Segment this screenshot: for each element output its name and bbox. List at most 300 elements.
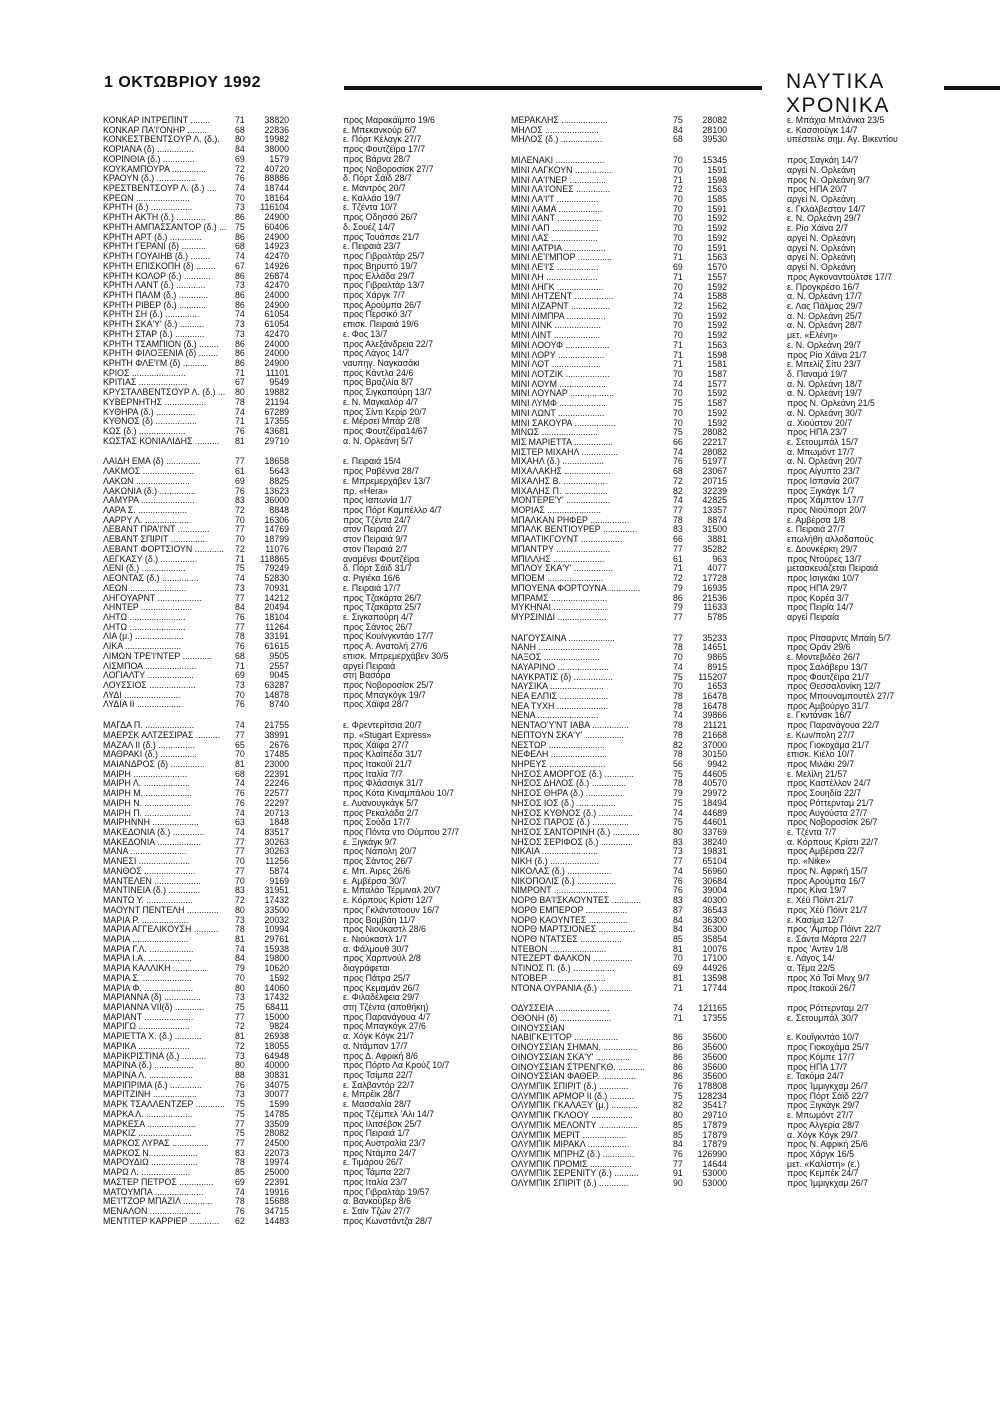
tonnage: 22391 [264, 768, 289, 779]
tonnage: 14060 [264, 982, 289, 993]
build-year: 75 [235, 1128, 245, 1139]
ship-name: ΜΑΙΡΗ Ν. ................... [103, 798, 191, 808]
tonnage: 1653 [707, 681, 727, 692]
build-year: 69 [673, 963, 683, 974]
status: αργεί Ν. Ορλεάνη [787, 243, 856, 253]
ship-name: ΜΑΡΚΟΣ ΛΥΡΑΣ ............... [103, 1139, 209, 1149]
status: ε. Φιλαδέλφεια 29/7 [343, 993, 420, 1003]
ship-row [103, 310, 481, 320]
ship-name: ΟΙΝΟΥΣΣΙΑΝ ΣΗΜΑΝ. .............. [511, 1043, 638, 1053]
build-year: 70 [673, 388, 683, 399]
build-year: 77 [235, 456, 245, 467]
build-year: 77 [235, 621, 245, 632]
ship-name: ΜΠΑΛΤΙΚΓΟΥΝΤ ................. [511, 535, 623, 545]
build-year: 82 [673, 739, 683, 750]
ship-name: ΝΟΡΘ ΜΑΡΤΣΙΟΝΕΣ ............... [511, 925, 636, 935]
tonnage: 128234 [697, 1090, 727, 1101]
build-year: 88 [235, 1070, 245, 1080]
status: προς Βραζιλία 8/7 [343, 378, 414, 388]
status: προς Παρανάγουα 22/7 [787, 721, 880, 731]
ship-name: ΜΠΑΛΚΑΝ ΡΗΦΕΡ ................ [511, 515, 630, 525]
tonnage: 1592 [707, 320, 727, 331]
tonnage: 1577 [707, 378, 727, 389]
tonnage: 39004 [702, 885, 727, 896]
tonnage: 1587 [707, 398, 727, 409]
ship-row [103, 506, 481, 516]
build-year: 70 [673, 652, 683, 663]
ship-name: ΛΑΚΩΝΙΑ (δ.) ............... [103, 486, 197, 496]
ship-name: ΜΙΝΙ ΛΑΓΚΟΥΝ ............... [511, 165, 612, 175]
ship-row [511, 1014, 891, 1024]
tonnage: 1592 [707, 213, 727, 224]
ship-row [511, 535, 891, 545]
build-year: 77 [235, 836, 245, 847]
status: ε. Ν. Ορλεάνη 29/7 [787, 214, 861, 224]
tonnage: 24000 [264, 289, 289, 300]
status: ε. Σιγκαπούρη 4/7 [343, 612, 414, 622]
tonnage: 9824 [269, 1021, 289, 1032]
build-year: 85 [673, 1119, 683, 1130]
ship-name: ΜΑΡΟΥΔΙΩ ................... [103, 1158, 198, 1168]
build-year: 77 [235, 1118, 245, 1129]
ship-row [103, 564, 481, 574]
status: προς Κουίνγκντάο 17/7 [343, 632, 434, 642]
ship-row [103, 1042, 481, 1052]
ship-name: ΜΙΝΙ ΛΩΝΤ ................... [511, 408, 605, 418]
tonnage: 4077 [707, 563, 727, 574]
ship-name: ΝΗΣΟΣ ΠΑΡΟΣ (δ.) ............... [511, 818, 629, 828]
ship-row [103, 945, 481, 955]
tonnage: 1585 [707, 194, 727, 205]
ship-name: ΜΑΡΙΑ Ι.Α. .................. [103, 954, 192, 964]
ship-row [511, 1092, 891, 1102]
ship-name: ΚΟΝΚΑΡ ΠΑ'Ι'ΟΝΗΡ ........ [103, 125, 207, 135]
tonnage: 14651 [702, 642, 727, 653]
ship-row [103, 691, 481, 701]
build-year: 74 [235, 827, 245, 838]
build-year: 83 [673, 524, 683, 535]
tonnage: 30150 [702, 749, 727, 760]
ship-row [103, 867, 481, 877]
ship-name: ΜΙΝΙ ΛΟΡΥ ................... [511, 350, 605, 360]
build-year: 78 [235, 1196, 245, 1207]
build-year: 90 [673, 1178, 683, 1189]
build-year: 70 [235, 192, 245, 203]
tonnage: 40720 [264, 163, 289, 174]
ship-name: ΛΗΤΩ ....................... [103, 622, 186, 632]
ship-name: ΜΥΡΣΙΝΙΔΙ .................... [511, 612, 607, 622]
build-year: 76 [235, 797, 245, 808]
ship-name: ΟΘΟΝΗ (δ) ..................... [511, 1013, 612, 1023]
status: προς Χαρπνούλ 2/8 [343, 954, 421, 964]
ship-row [103, 857, 481, 867]
ship-name: ΛΗΤΩ ....................... [103, 612, 186, 622]
ship-row [511, 555, 891, 565]
ship-row [103, 291, 481, 301]
build-year: 70 [673, 681, 683, 692]
ship-name: ΜΑΡΙΚΑ ..................... [103, 1041, 190, 1051]
ship-name: ΜΙΧΑΛΗΣ Β. .................. [511, 476, 608, 486]
status: προς Ρόττερνταμ 2/7 [787, 1004, 869, 1014]
ship-name: ΛΕΝΙ (δ.) .................. [103, 564, 186, 574]
ship-row [511, 331, 891, 341]
ship-row [103, 516, 481, 526]
ship-row [511, 321, 891, 331]
ship-name: ΚΟΝΚΕΣΤΒΕΝΤΣΟΥΡ Λ. (δ.). [103, 135, 220, 145]
tonnage: 30263 [264, 836, 289, 847]
build-year: 76 [673, 1081, 683, 1091]
status: α. Ν. Ορλεάνη 28/7 [787, 321, 863, 331]
issue-date: 1 ΟΚΤΩΒΡΙΟΥ 1992 [104, 74, 262, 91]
tonnage: 21668 [702, 729, 727, 740]
ship-name: ΜΠΑΛΚ ΒΕΝΤΙΟΥΡΕΡ .............. [511, 525, 638, 535]
ship-row [511, 1063, 891, 1073]
ship-row [511, 351, 891, 361]
ship-name: ΜΟΡΙΑΣ ...................... [511, 506, 602, 516]
build-year: 72 [235, 1040, 245, 1051]
build-year: 84 [673, 924, 683, 935]
ship-name: ΜΕΝΑΛΟΝ ..................... [103, 1207, 202, 1217]
build-year: 86 [673, 1051, 683, 1062]
ship-row [103, 1188, 481, 1198]
ship-row [103, 700, 481, 710]
ship-row [511, 828, 891, 838]
build-year: 86 [235, 357, 245, 368]
tonnage: 15345 [702, 155, 727, 166]
ship-name: ΜΙΝΙ ΛΗ ..................... [511, 272, 598, 282]
ship-row [511, 584, 891, 594]
ship-row [511, 574, 891, 584]
status: ε. Νιούκαστλ 1/7 [343, 934, 408, 944]
tonnage: 23000 [264, 759, 289, 769]
ship-row [511, 487, 891, 497]
ship-name: ΜΙΝΙ ΛΑΣ ................... [511, 233, 598, 243]
ship-row [103, 964, 481, 974]
tonnage: 53000 [702, 1168, 727, 1179]
tonnage: 1592 [707, 281, 727, 292]
ship-row [511, 370, 891, 380]
status: ε. Μαντρός 20/7 [343, 184, 406, 194]
tonnage: 35282 [702, 543, 727, 554]
status: προς Ραβέννα 28/7 [343, 467, 420, 477]
build-year: 82 [673, 485, 683, 496]
ship-row [103, 1022, 481, 1032]
build-year: 86 [235, 270, 245, 281]
tonnage: 38991 [264, 729, 289, 740]
build-year: 74 [235, 309, 245, 320]
build-year: 87 [673, 904, 683, 915]
tonnage: 18055 [264, 1040, 289, 1051]
build-year: 73 [235, 328, 245, 339]
build-year: 73 [235, 992, 245, 1003]
ship-row [103, 809, 481, 819]
build-year: 71 [673, 349, 683, 360]
ship-row [103, 301, 481, 311]
status: προς Γιβραλτάρ 13/7 [343, 281, 425, 291]
status: προς Γκλάντστοουν 16/7 [343, 905, 440, 915]
build-year: 81 [673, 972, 683, 983]
ship-row [511, 496, 891, 506]
ship-row [103, 1003, 481, 1013]
ship-name: ΟΛΥΜΠΙΚ ΣΠΙΡΙΤ (δ.) ............ [511, 1179, 629, 1189]
ship-row [511, 214, 891, 224]
status: ε. Αμβέρσα 30/7 [343, 876, 407, 886]
build-year: 68 [235, 650, 245, 661]
ship-row [103, 427, 481, 437]
build-year: 80 [235, 387, 245, 398]
tonnage: 5643 [269, 466, 289, 477]
tonnage: 60406 [264, 221, 289, 232]
ship-name: ΜΑΡΙΑΝΝΑ VII(δ) ............ [103, 1002, 205, 1012]
ship-row [511, 613, 891, 623]
status: ε. Μπρέϊκ 28/7 [343, 1090, 401, 1100]
tonnage: 2676 [269, 739, 289, 750]
tonnage: 20032 [264, 914, 289, 925]
ship-row [511, 399, 891, 409]
ship-row [511, 760, 891, 770]
ship-name: ΜΑΙΡΗΝΝΗ ................... [103, 818, 199, 828]
tonnage: 31951 [264, 885, 289, 896]
status: ε. Μπελίζ Σίτυ 23/7 [787, 360, 862, 370]
ship-row [103, 145, 481, 155]
ship-name: ΟΛΥΜΠΙΚ ΜΙΡΑΚΛ ................. [511, 1140, 630, 1150]
ship-name: ΝΤΟΝΑ ΟΥΡΑΝΙΑ (δ.) ............. [511, 983, 632, 993]
ship-row [511, 126, 891, 136]
build-year: 86 [673, 1042, 683, 1053]
ship-name: ΟΛΥΜΠΙΚ ΓΚΑΛΑΞΥ (μ.) ........... [511, 1101, 639, 1111]
build-year: 81 [673, 943, 683, 954]
status: προς Τζέμπελ 'Αλι 14/7 [343, 1109, 435, 1119]
ship-name: ΝΗΣΟΣ ΣΑΝΤΟΡΙΝΗ (δ.) ........... [511, 828, 640, 838]
ship-name: ΜΑΚΕΔΟΝΙΑ .................. [103, 837, 202, 847]
ship-row [511, 1043, 891, 1053]
ship-name: ΚΡΗΤΗ ΕΠΙΣΚΟΠΗ (δ) ........ [103, 261, 216, 271]
build-year: 76 [235, 173, 245, 184]
ship-name: ΝΟΡΘ ΚΑΟΥΝΤΕΣ ................ [511, 915, 628, 925]
status: ε. Ξιγκάγκ 9/7 [343, 837, 397, 847]
ship-row [103, 1129, 481, 1139]
ship-name: ΜΑΡΙΑ Ρ. ................... [103, 915, 189, 925]
status: ε. Ν. Ορλεάνη 29/7 [787, 340, 861, 350]
build-year: 66 [673, 437, 683, 447]
tonnage: 33769 [702, 827, 727, 838]
ship-row [103, 1110, 481, 1120]
status: α. Τέμα 22/5 [787, 964, 835, 974]
status: προς Ρίτσαρντς Μπαίη 5/7 [787, 633, 891, 643]
tonnage: 9505 [269, 650, 289, 661]
ship-name: ΛΥΔΙΑ ΙΙ ................... [103, 700, 184, 710]
tonnage: 11256 [265, 856, 289, 867]
ship-row [511, 253, 891, 263]
ship-row [103, 1139, 481, 1149]
tonnage: 14923 [264, 241, 289, 252]
build-year: 84 [235, 953, 245, 964]
ship-name: ΜΙΝΙ ΛΑ'Ι'Τ ................. [511, 195, 599, 205]
build-year: 86 [235, 299, 245, 310]
status: στη Τζέντα (αποθήκη) [343, 1002, 429, 1012]
ship-row [511, 721, 891, 731]
ship-row [103, 496, 481, 506]
ship-name: ΚΩΣ (δ.) ................... [103, 427, 186, 436]
build-year: 70 [673, 223, 683, 234]
ship-row [511, 799, 891, 809]
ship-name: ΝΟΡΘ ΒΑ'Ι'ΣΚΑΟΥΝΤΕΣ ............ [511, 896, 642, 906]
status: α. Βανκούβερ 8/6 [343, 1197, 411, 1207]
build-year: 86 [673, 1032, 683, 1043]
ship-name: ΜΙΝΙ ΣΑΚΟΥΡΑ ................. [511, 418, 616, 428]
ship-row [103, 1071, 481, 1081]
build-year: 73 [235, 582, 245, 593]
tonnage: 1592 [707, 223, 727, 234]
tonnage: 34075 [264, 1079, 289, 1090]
ship-row [103, 174, 481, 184]
ship-row [511, 506, 891, 516]
status: α. Μπωμόντ 17/7 [787, 447, 855, 457]
status: προς Μιλάκι 29/7 [787, 760, 855, 769]
status: προς Χάργκ 16/5 [787, 1150, 854, 1160]
build-year: 68 [235, 241, 245, 252]
build-year: 71 [235, 660, 245, 671]
tonnage: 17879 [702, 1129, 727, 1140]
tonnage: 11101 [265, 367, 289, 378]
ship-row [103, 886, 481, 896]
ship-row [103, 340, 481, 350]
ship-name: ΛΑΡΑ Σ. .................... [103, 506, 187, 516]
tonnage: 56960 [702, 865, 727, 876]
ship-row [511, 525, 891, 535]
status: ε. Λάγος 14/ [787, 954, 835, 964]
tonnage: 22577 [264, 788, 289, 799]
build-year: 77 [673, 856, 683, 867]
tonnage: 16478 [702, 700, 727, 711]
build-year: 77 [673, 543, 683, 554]
status: προς Χό Τσί Μινχ 9/7 [787, 973, 870, 983]
ship-name: ΚΥΘΗΡΑ (δ.) ................ [103, 407, 196, 417]
ship-row [103, 155, 481, 165]
build-year: 86 [235, 289, 245, 300]
tonnage: 21121 [703, 720, 727, 731]
status: προς Αλεξάνδρεια 22/7 [343, 339, 433, 349]
build-year: 69 [235, 153, 245, 164]
tonnage: 36300 [702, 914, 727, 925]
status: προς Ίμμιγκχαμ 26/7 [787, 1179, 869, 1189]
ship-row [511, 1033, 891, 1043]
tonnage: 1592 [707, 417, 727, 428]
status: δ. Πόρτ Σάϊδ 28/7 [343, 174, 412, 184]
build-year: 77 [673, 611, 683, 622]
status: προς Ν. Αφρική 25/6 [787, 1140, 868, 1150]
ship-name: ΜΙΝΙ ΛΑΜΑ .................. [511, 204, 603, 214]
build-year: 74 [235, 183, 245, 194]
tonnage: 1592 [269, 972, 289, 983]
ship-name: ΜΑΤΟΥΜΠΑ .................... [103, 1187, 204, 1197]
ship-name: ΛΗΝΤΕΡ ..................... [103, 603, 193, 613]
ship-name: ΜΑΚΕΔΟΝΙΑ (δ.) ............. [103, 828, 205, 838]
ship-row [103, 613, 481, 623]
status: ε. Μπωμόντ 27/7 [787, 1111, 854, 1121]
tonnage: 18744 [264, 183, 289, 194]
tonnage: 33500 [264, 904, 289, 915]
status: ε. Μπ. Άιρες 26/6 [343, 866, 411, 876]
status: προς Ξιγκάγκ 1/7 [787, 486, 855, 496]
ship-name: ΝΑΒΙΓΚΕ'Ι'ΤΟΡ .................. [511, 1033, 619, 1043]
ship-name: ΜΙΝΙ ΛΙΝΤ ................... [511, 331, 601, 341]
ship-name: ΚΟΥΚΑΜΠΟΥΡΑ .............. [103, 164, 207, 174]
ship-name: ΝΕΑ ΤΥΧΗ ..................... [511, 701, 609, 711]
build-year: 76 [235, 788, 245, 799]
ship-row [103, 194, 481, 204]
status: προς Σιγκαπούρη 13/7 [343, 388, 432, 398]
status: πρ. «Stugart Express» [343, 730, 432, 740]
ship-row [103, 252, 481, 262]
build-year: 77 [235, 865, 245, 876]
ship-row [511, 750, 891, 760]
build-year: 75 [235, 1099, 245, 1110]
status: ε. Τζέντα 7/7 [787, 828, 837, 838]
tonnage: 11633 [703, 602, 727, 613]
tonnage: 17355 [264, 416, 289, 427]
ship-name: ΜΑΡΚΑ Λ. ................... [103, 1109, 193, 1119]
status: ε. Τιμάρου 26/7 [343, 1158, 404, 1168]
status: προς Χάϊφα 28/7 [343, 700, 409, 710]
build-year: 68 [673, 134, 683, 145]
ship-name: ΝΑΝΗ ......................... [511, 643, 600, 653]
ship-row [511, 857, 891, 867]
build-year: 74 [673, 378, 683, 389]
ship-row [103, 242, 481, 252]
ship-name: ΚΡΙΟΣ ...................... [103, 368, 186, 378]
tonnage: 10994 [264, 924, 289, 935]
ship-name: ΝΗΣΟΣ ΘΗΡΑ (δ.) ............... [511, 789, 623, 799]
build-year: 80 [235, 134, 245, 145]
ship-name: ΜΑΡΚ ΤΣΑΛΛΕΝΤΖΕΡ ............ [103, 1100, 225, 1110]
ship-name: ΜΠΟΕΜ ....................... [511, 574, 604, 584]
status: ε. Μπαλάο Τέρμιναλ 20/7 [343, 886, 441, 896]
ship-row [511, 896, 891, 906]
build-year: 70 [673, 194, 683, 205]
ship-name: ΚΡΙΤΙΑΣ .................... [103, 378, 188, 388]
ship-name: ΜΙΝΙ ΛΙΜΠΡΑ ................ [511, 311, 606, 321]
build-year: 74 [673, 710, 683, 721]
tonnage: 18494 [702, 797, 727, 808]
status: προς Νάπολη 20/7 [343, 847, 417, 857]
ship-row [103, 603, 481, 613]
build-year: 68 [235, 768, 245, 779]
page-header [96, 70, 932, 117]
status: ε. Πειραιά 17/7 [343, 583, 401, 593]
ship-name: ΜΙΝΙ ΛΟΤΖΙΚ .................. [511, 369, 610, 379]
ship-row [511, 770, 891, 780]
tonnage: 26874 [264, 270, 289, 281]
build-year: 78 [235, 924, 245, 935]
tonnage: 35417 [702, 1100, 727, 1111]
ship-name: ΚΡΗΤΗ ΛΑΝΤ (δ.) ............ [103, 281, 206, 291]
tonnage: 24500 [264, 1138, 289, 1149]
build-year: 70 [673, 330, 683, 341]
ship-name: ΜΑΡΙΑ ΑΓΓΕΛΙΚΟΥΣΗ .......... [103, 925, 219, 935]
build-year: 74 [673, 865, 683, 876]
tonnage: 40000 [264, 1060, 289, 1071]
ship-row [103, 632, 481, 642]
ship-row [103, 1032, 481, 1042]
ship-row [103, 116, 481, 126]
build-year: 73 [235, 1050, 245, 1061]
status: προς Τζακάρτα 26/7 [343, 593, 422, 603]
build-year: 84 [673, 914, 683, 925]
ship-name: ΜΑΓΔΑ Π. .................... [103, 721, 195, 731]
ship-name: ΜΙΝΙ ΛΟΟΥΦ .................. [511, 340, 610, 350]
build-year: 68 [673, 466, 683, 477]
